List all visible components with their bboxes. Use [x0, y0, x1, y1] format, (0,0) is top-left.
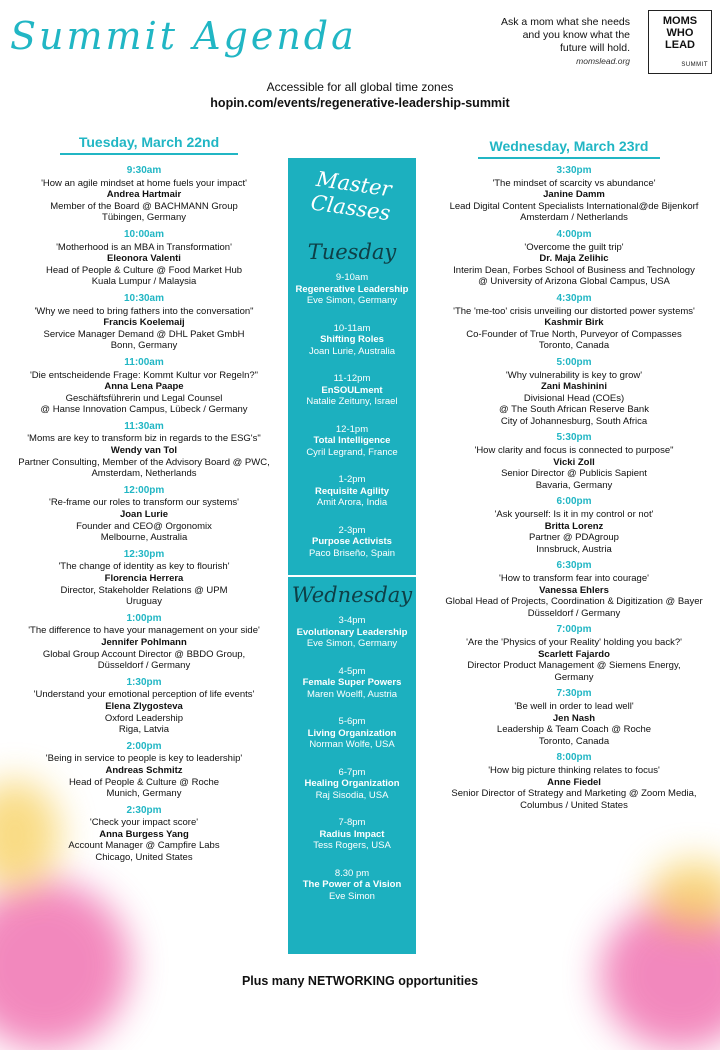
speaker-name: Jen Nash — [552, 712, 596, 724]
logo-line: MOMS — [662, 15, 698, 27]
master-class-name: Radius Impact — [319, 828, 385, 840]
speaker-name: Andreas Schmitz — [105, 764, 183, 776]
speaker-name: Eleonora Valenti — [107, 253, 181, 265]
divider — [288, 575, 416, 577]
agenda-slot — [6, 613, 282, 672]
agenda-slot — [6, 741, 282, 800]
speaker-detail: Munich, Germany — [106, 788, 182, 800]
master-class-name: Requisite Agility — [314, 485, 390, 497]
agenda-slot — [430, 496, 718, 555]
master-class-presenter: Raj Sisodia, USA — [315, 789, 389, 801]
speaker-detail: City of Johannesburg, South Africa — [500, 415, 648, 427]
accessibility-note: Accessible for all global time zones — [266, 80, 454, 94]
master-class-presenter: Amit Arora, India — [316, 497, 388, 508]
slot-topic: 'The difference to have your management on your side' — [28, 625, 260, 637]
page-title: Summit Agenda — [10, 14, 357, 58]
master-class-name: The Power of a Vision — [302, 879, 402, 890]
speaker-detail: Member of the Board @ BACHMANN Group — [50, 200, 238, 212]
agenda-slot — [430, 293, 718, 352]
slot-time: 2:30pm — [126, 804, 162, 816]
speaker-name: Scarlett Fajardo — [538, 648, 610, 660]
master-tuesday-list — [288, 272, 416, 559]
speaker-detail: Melbourne, Australia — [100, 532, 188, 544]
speaker-detail: Columbus / United States — [520, 799, 628, 811]
master-class-time: 4-5pm — [338, 665, 366, 677]
slot-topic: 'Why we need to bring fathers into the conversation" — [34, 305, 254, 317]
tagline-line: future will hold. — [559, 42, 630, 54]
speaker-name: Elena Zlygosteva — [105, 700, 183, 712]
agenda-slot — [6, 549, 282, 608]
speaker-detail: Düsseldorf / Germany — [527, 607, 621, 619]
speaker-detail: Leadership & Team Coach @ Roche — [496, 724, 652, 736]
slot-time: 12:30pm — [123, 548, 165, 560]
speaker-name: Francis Koelemaij — [103, 317, 185, 329]
agenda-slot — [430, 560, 718, 619]
slot-topic: 'Moms are key to transform biz in regards to the ESG's" — [27, 433, 261, 445]
speaker-detail: Interim Dean, Forbes School of Business and Technology — [453, 264, 695, 276]
master-class-time: 8.30 pm — [334, 867, 370, 879]
slot-topic: 'How an agile mindset at home fuels your impact' — [41, 177, 247, 189]
logo-subtitle: SUMMIT — [681, 62, 708, 68]
slot-topic: 'The 'me-too' crisis unveiling our distorted power systems' — [453, 305, 695, 317]
tagline-url[interactable]: momslead.org — [576, 56, 630, 66]
master-class-item — [288, 373, 416, 408]
master-class-item — [288, 424, 416, 459]
speaker-detail: Oxford Leadership — [104, 712, 184, 724]
speaker-name: Janine Damm — [543, 189, 605, 201]
speaker-name: Anna Burgess Yang — [99, 828, 189, 840]
slot-topic: 'How big picture thinking relates to focus' — [488, 764, 660, 776]
speaker-detail: @ Hanse Innovation Campus, Lübeck / Germany — [40, 404, 248, 416]
slot-time: 2:00pm — [126, 740, 162, 752]
agenda-slot — [430, 229, 718, 288]
agenda-slot — [430, 165, 718, 224]
speaker-detail: Founder and CEO@ Orgonomix — [76, 520, 212, 532]
master-tuesday-label: Tuesday — [307, 240, 397, 264]
speaker-name: Jennifer Pohlmann — [101, 636, 187, 648]
speaker-name: Florencia Herrera — [104, 573, 184, 584]
tuesday-schedule — [6, 165, 282, 869]
tagline — [460, 16, 630, 68]
speaker-name: Anna Lena Paape — [104, 381, 184, 393]
master-class-presenter: Eve Simon, Germany — [306, 295, 398, 306]
speaker-detail: Germany — [554, 671, 594, 683]
master-class-name: Regenerative Leadership — [295, 283, 409, 295]
master-class-name: Total Intelligence — [313, 435, 391, 446]
slot-time: 6:00pm — [556, 496, 592, 508]
master-class-time: 5-6pm — [338, 716, 366, 727]
slot-topic: 'Die entscheidende Frage: Kommt Kultur vor Regeln?" — [29, 369, 259, 381]
speaker-detail: Kuala Lumpur / Malaysia — [91, 276, 197, 288]
master-class-item — [288, 323, 416, 358]
event-link[interactable]: hopin.com/events/regenerative-leadership-summit — [210, 96, 510, 110]
master-class-name: Evolutionary Leadership — [296, 626, 408, 638]
speaker-detail: Geschäftsführerin und Legal Counsel — [65, 392, 223, 404]
speaker-detail: Toronto, Canada — [538, 735, 610, 747]
master-class-item — [288, 525, 416, 560]
moms-who-lead-logo — [648, 10, 712, 74]
master-class-presenter: Joan Lurie, Australia — [308, 345, 396, 357]
tagline-line: Ask a mom what she needs — [501, 16, 630, 28]
slot-topic: 'The change of identity as key to flourish' — [58, 561, 230, 573]
agenda-slot — [6, 293, 282, 352]
speaker-detail: Service Manager Demand @ DHL Paket GmbH — [43, 328, 245, 340]
speaker-detail: Innsbruck, Austria — [536, 543, 612, 555]
speaker-detail: Head of People & Culture @ Roche — [68, 776, 220, 788]
speaker-detail: Partner @ PDAgroup — [529, 532, 619, 544]
master-class-item — [288, 666, 416, 701]
speaker-name: Zani Mashinini — [541, 381, 607, 393]
master-classes-title: Master Classes — [309, 166, 394, 226]
master-class-name: Healing Organization — [304, 778, 400, 789]
master-class-time: 1-2pm — [338, 474, 366, 485]
slot-time: 5:30pm — [556, 432, 592, 444]
agenda-slot — [6, 165, 282, 224]
slot-topic: 'Be well in order to lead well' — [514, 700, 634, 712]
slot-topic: 'Are the 'Physics of your Reality' holding you back?' — [466, 636, 682, 648]
master-class-item — [288, 272, 416, 307]
speaker-name: Kashmir Birk — [544, 317, 604, 329]
master-class-item — [288, 868, 416, 903]
master-class-presenter: Paco Briseño, Spain — [308, 547, 396, 559]
agenda-slot — [430, 624, 718, 683]
master-class-name: Living Organization — [307, 727, 397, 739]
slot-time: 9:30am — [126, 165, 162, 176]
master-classes-panel — [288, 158, 416, 954]
master-class-name: Female Super Powers — [302, 677, 402, 688]
slot-topic: 'Being in service to people is key to leadership' — [45, 753, 243, 765]
slot-topic: 'Re-frame our roles to transform our systems' — [49, 497, 239, 509]
slot-time: 4:00pm — [556, 228, 592, 240]
agenda-slot — [6, 229, 282, 288]
master-wednesday-label: Wednesday — [291, 583, 413, 607]
master-class-presenter: Cyril Legrand, France — [306, 446, 398, 458]
speaker-detail: Bavaria, Germany — [535, 479, 613, 491]
slot-time: 11:30am — [124, 420, 164, 432]
slot-topic: 'Understand your emotional perception of life events' — [33, 689, 255, 701]
speaker-name: Joan Lurie — [119, 509, 169, 521]
agenda-slot — [430, 432, 718, 491]
master-class-presenter: Norman Wolfe, USA — [309, 739, 395, 750]
master-class-time: 10-11am — [333, 322, 371, 334]
master-class-name: EnSOULment — [321, 384, 383, 396]
speaker-name: Anne Fiedel — [547, 776, 601, 788]
speaker-detail: Uruguay — [126, 596, 162, 608]
slot-time: 4:30pm — [556, 292, 592, 304]
pink-splash-left — [0, 880, 130, 1050]
slot-time: 6:30pm — [556, 560, 592, 572]
speaker-detail: Amsterdam, Netherlands — [91, 468, 197, 480]
slot-topic: 'The mindset of scarcity vs abundance' — [492, 177, 656, 189]
wednesday-heading: Wednesday, March 23rd — [478, 138, 660, 159]
speaker-name: Wendy van Tol — [110, 445, 178, 457]
slot-time: 1:00pm — [126, 612, 162, 624]
wednesday-schedule — [430, 165, 718, 816]
slot-topic: 'Why vulnerability is key to grow' — [505, 369, 643, 381]
tagline-line: and you know what the — [522, 29, 630, 41]
master-class-item — [288, 716, 416, 751]
speaker-detail: Lead Digital Content Specialists International@de Bijenkorf — [449, 200, 699, 212]
speaker-detail: Riga, Latvia — [118, 724, 170, 736]
agenda-slot — [6, 357, 282, 416]
speaker-name: Andrea Hartmair — [106, 189, 182, 201]
slot-time: 10:30am — [123, 292, 165, 304]
agenda-slot — [6, 485, 282, 544]
slot-time: 5:00pm — [556, 356, 592, 368]
speaker-detail: Bonn, Germany — [110, 340, 178, 352]
speaker-detail: Toronto, Canada — [538, 340, 610, 352]
speaker-detail: Partner Consulting, Member of the Advisory Board @ PWC, — [18, 456, 270, 468]
master-class-name: Purpose Activists — [312, 536, 392, 547]
slot-time: 11:00am — [124, 356, 164, 368]
slot-time: 10:00am — [123, 228, 165, 240]
speaker-detail: Tübingen, Germany — [102, 212, 186, 224]
master-class-time: 2-3pm — [338, 524, 366, 536]
speaker-detail: Divisional Head (COEs) — [523, 392, 625, 404]
speaker-name: Britta Lorenz — [544, 520, 604, 532]
slot-time: 8:00pm — [556, 752, 592, 764]
tuesday-heading: Tuesday, March 22nd — [60, 134, 238, 155]
master-class-item — [288, 474, 416, 509]
speaker-detail: @ The South African Reserve Bank — [499, 404, 649, 416]
master-class-item — [288, 817, 416, 852]
slot-topic: 'How to transform fear into courage' — [499, 573, 649, 584]
master-class-presenter: Eve Simon, Germany — [306, 638, 398, 649]
slot-time: 7:30pm — [556, 688, 592, 700]
agenda-slot — [430, 357, 718, 428]
slot-topic: 'How clarity and focus is connected to purpose" — [474, 445, 674, 457]
agenda-slot — [6, 677, 282, 736]
speaker-detail: Co-Founder of True North, Purveyor of Compasses — [466, 328, 682, 340]
master-class-time: 3-4pm — [338, 615, 366, 626]
master-class-time: 11-12pm — [333, 373, 371, 384]
speaker-name: Vicki Zoll — [553, 456, 595, 468]
speaker-detail: Account Manager @ Campfire Labs — [68, 840, 220, 852]
speaker-detail: Chicago, United States — [95, 852, 193, 864]
speaker-detail: Senior Director of Strategy and Marketing @ Zoom Media, — [451, 788, 697, 800]
master-class-name: Shifting Roles — [320, 334, 384, 345]
speaker-detail: Director Product Management @ Siemens Energy, — [467, 660, 681, 672]
slot-topic: 'Overcome the guilt trip' — [524, 241, 624, 253]
master-class-time: 9-10am — [335, 272, 369, 283]
logo-line: WHO — [666, 27, 694, 39]
speaker-name: Vanessa Ehlers — [539, 584, 609, 596]
slot-time: 7:00pm — [556, 624, 592, 636]
master-class-presenter: Natalie Zeituny, Israel — [306, 396, 398, 407]
agenda-slot — [6, 421, 282, 480]
master-class-time: 6-7pm — [338, 766, 366, 778]
slot-topic: 'Check your impact score' — [89, 817, 199, 829]
speaker-detail: Director, Stakeholder Relations @ UPM — [60, 584, 228, 596]
footer-networking: Plus many NETWORKING opportunities — [241, 974, 479, 988]
speaker-detail: Amsterdam / Netherlands — [520, 212, 628, 224]
slot-time: 3:30pm — [556, 165, 592, 176]
speaker-detail: Global Group Account Director @ BBDO Group, — [42, 648, 246, 660]
master-class-presenter: Tess Rogers, USA — [313, 840, 391, 851]
master-class-presenter: Maren Woelfl, Austria — [306, 688, 398, 700]
master-class-time: 12-1pm — [335, 423, 369, 435]
slot-topic: 'Ask yourself: Is it in my control or not' — [494, 509, 654, 521]
speaker-detail: Düsseldorf / Germany — [97, 660, 191, 672]
slot-topic: 'Motherhood is an MBA in Transformation' — [56, 241, 232, 253]
speaker-name: Dr. Maja Zelihic — [539, 253, 609, 265]
slot-time: 12:00pm — [123, 484, 165, 496]
agenda-slot — [430, 752, 718, 811]
speaker-detail: Head of People & Culture @ Food Market Hub — [45, 264, 243, 276]
agenda-slot — [6, 805, 282, 864]
master-class-item — [288, 615, 416, 650]
master-wednesday-list — [288, 615, 416, 902]
logo-line: LEAD — [665, 39, 695, 51]
slot-time: 1:30pm — [126, 676, 162, 688]
master-class-time: 7-8pm — [338, 817, 366, 828]
speaker-detail: @ University of Arizona Global Campus, USA — [478, 276, 670, 288]
master-class-presenter: Eve Simon — [329, 890, 375, 902]
speaker-detail: Global Head of Projects, Coordination & Digitization @ Bayer — [445, 596, 703, 608]
agenda-slot — [430, 688, 718, 747]
speaker-detail: Senior Director @ Publicis Sapient — [501, 468, 647, 480]
master-class-item — [288, 767, 416, 802]
